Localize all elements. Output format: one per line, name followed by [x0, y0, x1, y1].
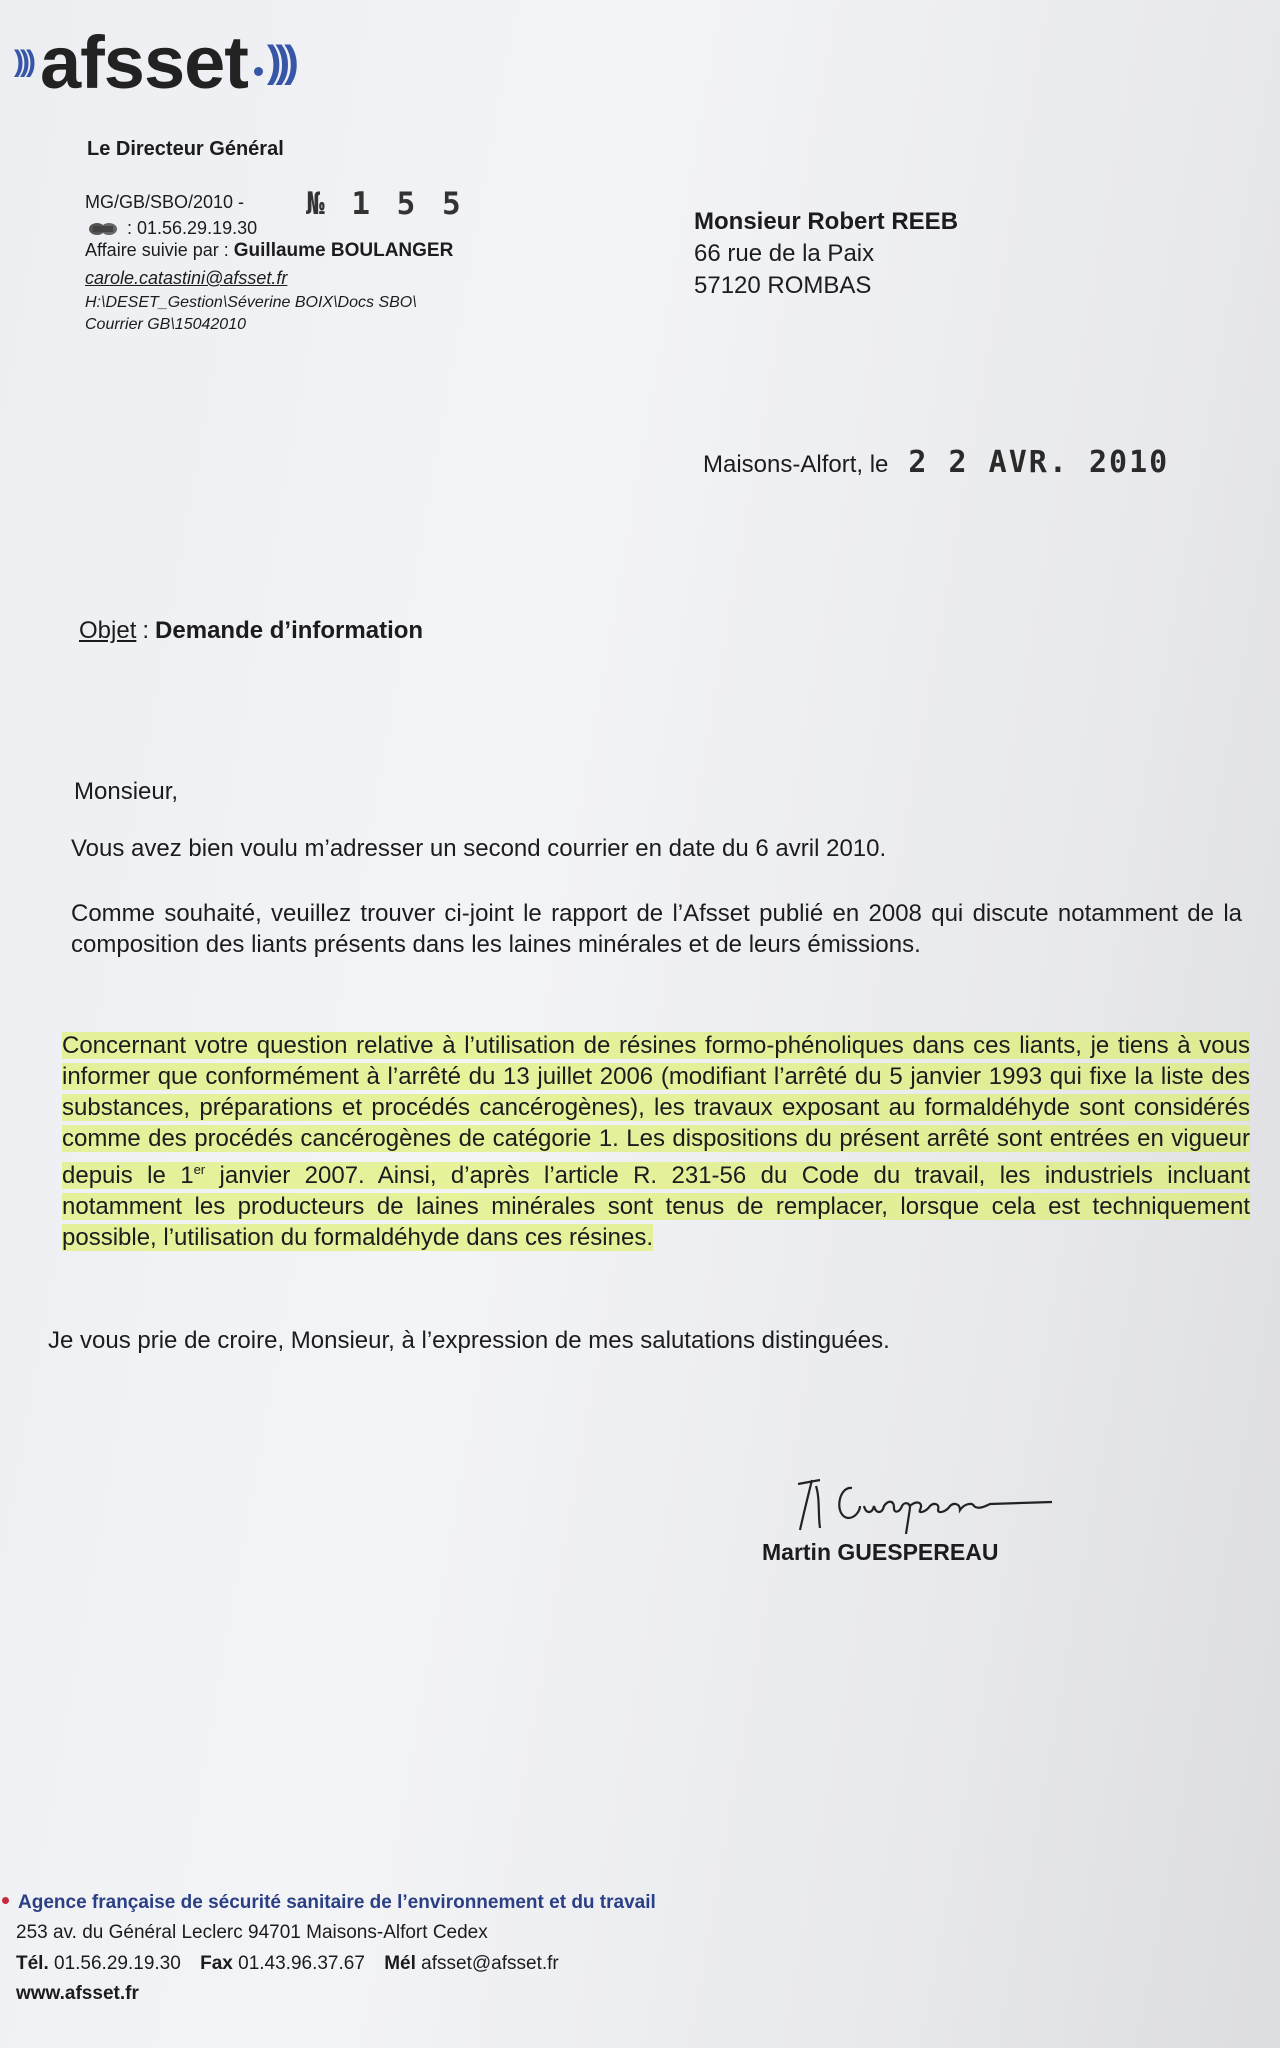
recipient-name: Monsieur Robert REEB [694, 208, 959, 235]
sender-title: Le Directeur Général [87, 138, 284, 160]
recipient-street: 66 rue de la Paix [694, 240, 875, 267]
paragraph-3-part-2: janvier 2007. Ainsi, d’après l’article R. 231-56 du Code du travail, les industriels incluant notamment les producteurs de laines minérales sont tenus de remplacer, lorsque cela est techniquement possible, l’utilisation du formaldéhyde dans ces résines. [62, 1162, 1250, 1251]
reference-number-stamp: № 1 5 5 [306, 186, 465, 222]
highlighted-text [62, 1032, 1250, 1251]
agency-name: Agence française de sécurité sanitaire de l’environnement et du travail [18, 1892, 656, 1913]
phone-number: : 01.56.29.19.30 [127, 218, 258, 238]
date-line [703, 445, 1169, 480]
subject-line [79, 617, 423, 645]
subject-separator: : [142, 617, 150, 644]
footer-bullet-icon [2, 1897, 9, 1904]
ordinal-superscript: er [193, 1162, 206, 1177]
afsset-logo [14, 22, 293, 102]
subject-text: Demande d’information [155, 617, 424, 644]
handwritten-signature [790, 1476, 1060, 1541]
subject-label: Objet [79, 617, 137, 644]
signer-name: Martin GUESPEREAU [762, 1539, 999, 1565]
paragraph-1: Vous avez bien voulu m’adresser un second courrier en date du 6 avril 2010. [71, 835, 887, 862]
salutation: Monsieur, [74, 778, 179, 805]
agency-contacts [16, 1953, 559, 1975]
paragraph-2: Comme souhaité, veuillez trouver ci-joint le rapport de l’Afsset publié en 2008 qui discute notamment de la composition des liants présents dans les laines minérales et de leurs émissions. [71, 900, 1242, 958]
tel-number: 01.56.29.19.30 [54, 1953, 181, 1974]
agency-website-link[interactable]: www.afsset.fr [16, 1983, 139, 2004]
reference-code: MG/GB/SBO/2010 - [85, 192, 245, 212]
paragraph-3-part-1: Concernant votre question relative à l’utilisation de résines formo-phénoliques dans ces liants, je tiens à vous informer que conformément à l’arrêté du 13 juillet 2006 (modifiant l’arrêté du 5 janvier 1993 qui fixe la liste des substances, préparations et procédés cancérogènes), les travaux exposant au formaldéhyde sont considérés comme des procédés cancérogènes de catégorie 1. Les dispositions du présent arrêté sont entrées en vigueur depuis le 1 [62, 1032, 1250, 1189]
paragraph-3-highlighted [62, 1030, 1250, 1253]
mail-address[interactable]: afsset@afsset.fr [421, 1953, 559, 1974]
followed-name: Guillaume BOULANGER [233, 240, 454, 261]
agency-address: 253 av. du Général Leclerc 94701 Maisons-Alfort Cedex [16, 1922, 488, 1943]
phone-icon [85, 220, 123, 238]
followed-label: Affaire suivie par : [85, 240, 234, 260]
closing-formula: Je vous prie de croire, Monsieur, à l’expression de mes salutations distinguées. [48, 1327, 890, 1354]
date-stamp: 2 2 AVR. 2010 [908, 445, 1170, 480]
tel-label: Tél. [16, 1953, 49, 1974]
file-path-line-2: Courrier GB\15042010 [85, 316, 246, 333]
logo-text: afsset [39, 20, 248, 104]
contact-email-link[interactable]: carole.catastini@afsset.fr [85, 268, 288, 288]
recipient-address [694, 206, 958, 302]
phone-line [85, 218, 257, 239]
date-place: Maisons-Alfort, le [703, 451, 889, 478]
fax-label: Fax [200, 1953, 233, 1974]
file-path-line-1: H:\DESET_Gestion\Séverine BOIX\Docs SBO\ [85, 294, 417, 311]
recipient-city: 57120 ROMBAS [694, 272, 872, 299]
case-followed-by [85, 240, 453, 262]
signal-waves-right-icon: ))) [266, 37, 293, 86]
logo-dot-icon [254, 67, 263, 76]
mail-label: Mél [384, 1953, 416, 1974]
fax-number: 01.43.96.37.67 [238, 1953, 365, 1974]
signal-waves-left-icon: ))) [14, 45, 32, 78]
